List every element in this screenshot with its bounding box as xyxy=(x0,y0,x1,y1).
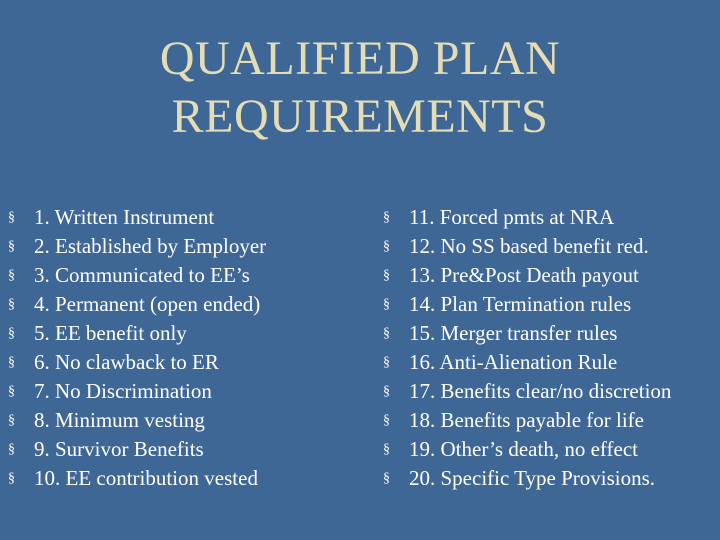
list-item xyxy=(8,261,348,290)
list-item-text: 18. Benefits payable for life xyxy=(409,408,644,432)
list-item xyxy=(8,406,348,435)
list-item-text: 20. Specific Type Provisions. xyxy=(409,466,656,490)
bullet-icon: § xyxy=(8,239,15,254)
list-item-text: 13. Pre&Post Death payout xyxy=(409,263,639,287)
list-item-text: 11. Forced pmts at NRA xyxy=(409,205,615,229)
slide-title xyxy=(0,30,720,146)
bullet-icon: § xyxy=(383,413,390,428)
bullet-icon: § xyxy=(383,210,390,225)
list-item xyxy=(8,377,348,406)
bullet-icon: § xyxy=(8,297,15,312)
slide-title-line-2: REQUIREMENTS xyxy=(171,90,549,143)
list-item xyxy=(383,232,713,261)
list-item xyxy=(383,261,713,290)
list-item-text: 5. EE benefit only xyxy=(34,321,187,345)
bullet-icon: § xyxy=(8,471,15,486)
bullet-icon: § xyxy=(8,355,15,370)
list-item-text: 9. Survivor Benefits xyxy=(34,437,204,461)
bullet-icon: § xyxy=(383,297,390,312)
bullet-icon: § xyxy=(383,384,390,399)
requirements-list-left xyxy=(8,203,348,493)
list-item xyxy=(8,203,348,232)
list-item xyxy=(8,290,348,319)
bullet-icon: § xyxy=(383,326,390,341)
list-item xyxy=(8,319,348,348)
requirements-list-right xyxy=(383,203,713,493)
list-item-text: 1. Written Instrument xyxy=(34,205,215,229)
bullet-icon: § xyxy=(8,413,15,428)
list-item-text: 7. No Discrimination xyxy=(34,379,212,403)
slide-title-line-1: QUALIFIED PLAN xyxy=(159,32,561,85)
bullet-icon: § xyxy=(383,442,390,457)
bullet-icon: § xyxy=(383,239,390,254)
bullet-icon: § xyxy=(383,471,390,486)
bullet-icon: § xyxy=(8,326,15,341)
list-item xyxy=(383,464,713,493)
list-item-text: 14. Plan Termination rules xyxy=(409,292,632,316)
list-item xyxy=(383,290,713,319)
bullet-icon: § xyxy=(8,384,15,399)
list-item xyxy=(383,406,713,435)
list-item xyxy=(383,203,713,232)
list-item-text: 12. No SS based benefit red. xyxy=(409,234,649,258)
list-item-text: 8. Minimum vesting xyxy=(34,408,205,432)
list-item-text: 6. No clawback to ER xyxy=(34,350,219,374)
list-item xyxy=(8,435,348,464)
list-item-text: 16. Anti-Alienation Rule xyxy=(409,350,618,374)
list-item xyxy=(8,348,348,377)
list-item xyxy=(8,232,348,261)
list-item xyxy=(383,435,713,464)
list-item-text: 10. EE contribution vested xyxy=(34,466,258,490)
list-item-text: 15. Merger transfer rules xyxy=(409,321,618,345)
bullet-icon: § xyxy=(8,210,15,225)
bullet-icon: § xyxy=(383,355,390,370)
list-item-text: 17. Benefits clear/no discretion xyxy=(409,379,672,403)
list-item-text: 19. Other’s death, no effect xyxy=(409,437,638,461)
list-item xyxy=(8,464,348,493)
list-item-text: 4. Permanent (open ended) xyxy=(34,292,261,316)
list-item xyxy=(383,348,713,377)
list-item-text: 2. Established by Employer xyxy=(34,234,267,258)
bullet-icon: § xyxy=(8,442,15,457)
bullet-icon: § xyxy=(383,268,390,283)
list-item xyxy=(383,319,713,348)
list-item xyxy=(383,377,713,406)
list-item-text: 3. Communicated to EE’s xyxy=(34,263,250,287)
bullet-icon: § xyxy=(8,268,15,283)
